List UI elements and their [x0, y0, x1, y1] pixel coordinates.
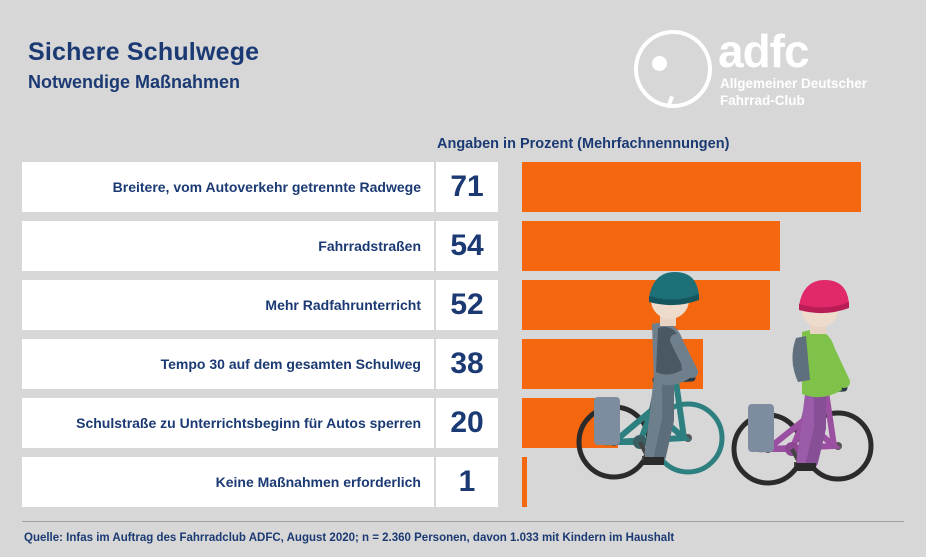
bar-row: [22, 457, 904, 507]
page-title: Sichere Schulwege: [28, 38, 260, 66]
bar-row: [22, 339, 904, 389]
bar-track: [522, 280, 904, 330]
bar: [522, 398, 618, 448]
bar-track: [522, 398, 904, 448]
bar-row-value: 52: [436, 280, 498, 330]
chart-subtitle: Angaben in Prozent (Mehrfachnennungen): [437, 136, 730, 152]
page-subtitle: Notwendige Maßnahmen: [28, 71, 241, 92]
header-title-block: [28, 38, 259, 92]
bar: [522, 280, 770, 330]
bar-row-label: Tempo 30 auf dem gesamten Schulweg: [22, 339, 434, 389]
logo-tagline-line2: Fahrrad-Club: [720, 92, 805, 108]
bar-track: [522, 221, 904, 271]
bar-row-label: Breitere, vom Autoverkehr getrennte Radwege: [22, 162, 434, 212]
bar-track: [522, 339, 904, 389]
bar: [522, 221, 780, 271]
bar-row-value: 71: [436, 162, 498, 212]
bar: [522, 339, 703, 389]
bar-row: [22, 221, 904, 271]
footer-divider: [22, 521, 904, 522]
bar-track: [522, 162, 904, 212]
bar-row-label: Mehr Radfahrunterricht: [22, 280, 434, 330]
logo-tagline-line1: Allgemeiner Deutscher: [720, 76, 868, 91]
bar-track: [522, 457, 904, 507]
bar-row-value: 20: [436, 398, 498, 448]
bar: [522, 162, 861, 212]
bar-row: [22, 398, 904, 448]
bar-row-label: Fahrradstraßen: [22, 221, 434, 271]
bar-row-value: 1: [436, 457, 498, 507]
adfc-logo: [634, 26, 904, 112]
logo-tagline: [720, 76, 867, 110]
wheel-hub-icon: [652, 56, 667, 71]
bar-row-label: Keine Maßnahmen erforderlich: [22, 457, 434, 507]
bar-row: [22, 280, 904, 330]
bar-row: [22, 162, 904, 212]
bar-chart-rows: [22, 162, 904, 516]
bar: [522, 457, 527, 507]
source-note: Quelle: Infas im Auftrag des Fahrradclub ADFC, August 2020; n = 2.360 Personen, davon 1.033 mit Kindern im Haushalt: [24, 532, 675, 544]
bar-row-value: 54: [436, 221, 498, 271]
logo-wordmark: adfc: [718, 25, 809, 77]
bar-row-label: Schulstraße zu Unterrichtsbeginn für Autos sperren: [22, 398, 434, 448]
bar-row-value: 38: [436, 339, 498, 389]
